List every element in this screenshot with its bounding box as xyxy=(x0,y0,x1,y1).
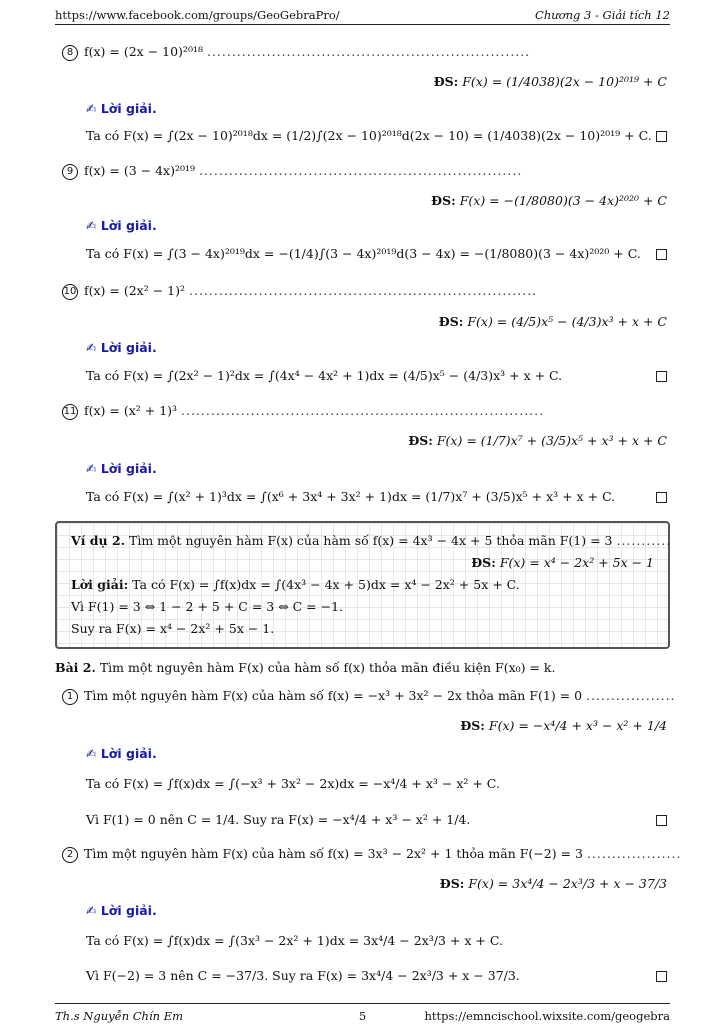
exercise-2-heading xyxy=(55,660,555,675)
answer-9 xyxy=(431,193,667,208)
ds-label: ĐS: xyxy=(433,74,459,89)
solution-heading-9: ✍ Lời giải. xyxy=(86,218,157,233)
leader-dots: ........... xyxy=(616,533,672,548)
page-number: 5 xyxy=(358,1009,367,1023)
answer-text: F(x) = x⁴ − 2x² + 5x − 1 xyxy=(499,555,654,570)
ds-label: ĐS: xyxy=(460,718,485,733)
solution-heading-8: ✍ Lời giải. xyxy=(86,101,157,116)
example-statement xyxy=(71,533,671,548)
item-text: Tìm một nguyên hàm F(x) của hàm số f(x) = −x³ + 3x² − 2x thỏa mãn F(1) = 0 xyxy=(84,688,583,703)
page-footer xyxy=(55,1003,670,1022)
header-url[interactable]: https://www.facebook.com/groups/GeoGebraPro/ xyxy=(55,8,340,22)
exercise-text: Tìm một nguyên hàm F(x) của hàm số f(x) thỏa mãn điều kiện F(x₀) = k. xyxy=(99,660,556,675)
answer-10 xyxy=(439,314,667,329)
ds-label: ĐS: xyxy=(439,876,465,891)
ds-label: ĐS: xyxy=(471,555,496,570)
solution-item-2-line-2: Vì F(−2) = 3 nên C = −37/3. Suy ra F(x) = 3x⁴/4 − 2x³/3 + x − 37/3. xyxy=(86,968,520,983)
problem-number: 11 xyxy=(62,404,78,420)
ds-label: ĐS: xyxy=(408,433,433,448)
solution-text: Ta có F(x) = ∫f(x)dx = ∫(4x³ − 4x + 5)dx = x⁴ − 2x² + 5x + C. xyxy=(132,577,520,592)
problem-11 xyxy=(62,403,670,420)
solution-item-2-line-1: Ta có F(x) = ∫f(x)dx = ∫(3x³ − 2x² + 1)dx = 3x⁴/4 − 2x³/3 + x + C. xyxy=(86,933,503,948)
qed-box xyxy=(656,249,667,260)
exercise-title: Bài 2. xyxy=(55,660,96,675)
leader-dots: ......................................................................... xyxy=(181,403,545,418)
problem-number: 9 xyxy=(62,164,78,180)
page-header xyxy=(55,6,670,25)
qed-box xyxy=(656,971,667,982)
problem-9 xyxy=(62,163,670,180)
example-box xyxy=(55,521,670,649)
answer-text: F(x) = (1/7)x⁷ + (3/5)x⁵ + x³ + x + C xyxy=(436,433,667,448)
answer-text: F(x) = (4/5)x⁵ − (4/3)x³ + x + C xyxy=(467,314,667,329)
footer-url[interactable]: https://emncischool.wixsite.com/geogebra xyxy=(424,1009,670,1023)
item-number: 1 xyxy=(62,689,78,705)
solution-label: Lời giải: xyxy=(71,577,129,592)
answer-text: F(x) = 3x⁴/4 − 2x³/3 + x − 37/3 xyxy=(468,876,667,891)
exercise-2-item-1 xyxy=(62,688,676,705)
example-text: Tìm một nguyên hàm F(x) của hàm số f(x) = 4x³ − 4x + 5 thỏa mãn F(1) = 3 xyxy=(129,533,613,548)
header-chapter: Chương 3 - Giải tích 12 xyxy=(535,8,670,22)
problem-number: 8 xyxy=(62,45,78,61)
problem-function: f(x) = (3 − 4x)²⁰¹⁹ xyxy=(84,163,196,178)
leader-dots: ................................................................. xyxy=(206,44,531,59)
ds-label: ĐS: xyxy=(438,314,464,329)
answer-text: F(x) = −(1/8080)(3 − 4x)²⁰²⁰ + C xyxy=(459,193,667,208)
answer-item-1 xyxy=(460,718,667,733)
solution-heading-10: ✍ Lời giải. xyxy=(86,340,157,355)
example-solution-2: Vì F(1) = 3 ⇔ 1 − 2 + 5 + C = 3 ⇔ C = −1. xyxy=(71,599,344,614)
solution-item-1-line-2: Vì F(1) = 0 nên C = 1/4. Suy ra F(x) = −x⁴/4 + x³ − x² + 1/4. xyxy=(86,812,471,827)
answer-8 xyxy=(434,74,667,89)
leader-dots: ...................................................................... xyxy=(189,283,538,298)
problem-number: 10 xyxy=(62,284,78,300)
leader-dots: .................. xyxy=(586,688,676,703)
problem-function: f(x) = (2x² − 1)² xyxy=(84,283,186,298)
answer-text: F(x) = (1/4038)(2x − 10)²⁰¹⁹ + C xyxy=(462,74,667,89)
footer-author: Th.s Nguyễn Chín Em xyxy=(55,1009,183,1023)
solution-heading-item-2: ✍ Lời giải. xyxy=(86,903,157,918)
exercise-2-item-2 xyxy=(62,846,682,863)
leader-dots: ................................................................. xyxy=(199,163,523,178)
problem-function: f(x) = (2x − 10)²⁰¹⁸ xyxy=(84,44,203,59)
answer-11 xyxy=(408,433,667,448)
answer-item-2 xyxy=(440,876,667,891)
qed-box xyxy=(656,371,667,382)
solution-item-1-line-1: Ta có F(x) = ∫f(x)dx = ∫(−x³ + 3x² − 2x)dx = −x⁴/4 + x³ − x² + C. xyxy=(86,776,500,791)
solution-heading-11: ✍ Lời giải. xyxy=(86,461,157,476)
problem-8 xyxy=(62,44,670,61)
qed-box xyxy=(656,492,667,503)
item-text: Tìm một nguyên hàm F(x) của hàm số f(x) = 3x³ − 2x² + 1 thỏa mãn F(−2) = 3 xyxy=(84,846,583,861)
example-solution-3: Suy ra F(x) = x⁴ − 2x² + 5x − 1. xyxy=(71,621,275,636)
example-title: Ví dụ 2. xyxy=(71,533,126,548)
solution-11: Ta có F(x) = ∫(x² + 1)³dx = ∫(x⁶ + 3x⁴ + 3x² + 1)dx = (1/7)x⁷ + (3/5)x⁵ + x³ + x + C. xyxy=(86,489,616,504)
solution-heading-item-1: ✍ Lời giải. xyxy=(86,746,157,761)
solution-9: Ta có F(x) = ∫(3 − 4x)²⁰¹⁹dx = −(1/4)∫(3 − 4x)²⁰¹⁹d(3 − 4x) = −(1/8080)(3 − 4x)²⁰²⁰ + C. xyxy=(86,246,641,261)
problem-10 xyxy=(62,283,670,300)
example-answer xyxy=(471,555,654,570)
leader-dots: ................... xyxy=(586,846,682,861)
problem-function: f(x) = (x² + 1)³ xyxy=(84,403,178,418)
example-solution-1 xyxy=(71,577,520,592)
qed-box xyxy=(656,815,667,826)
ds-label: ĐS: xyxy=(431,193,456,208)
item-number: 2 xyxy=(62,847,78,863)
solution-10: Ta có F(x) = ∫(2x² − 1)²dx = ∫(4x⁴ − 4x² + 1)dx = (4/5)x⁵ − (4/3)x³ + x + C. xyxy=(86,368,563,383)
solution-8: Ta có F(x) = ∫(2x − 10)²⁰¹⁸dx = (1/2)∫(2x − 10)²⁰¹⁸d(2x − 10) = (1/4038)(2x − 10)²⁰¹⁹ + C. xyxy=(86,128,652,143)
qed-box xyxy=(656,131,667,142)
answer-text: F(x) = −x⁴/4 + x³ − x² + 1/4 xyxy=(488,718,667,733)
